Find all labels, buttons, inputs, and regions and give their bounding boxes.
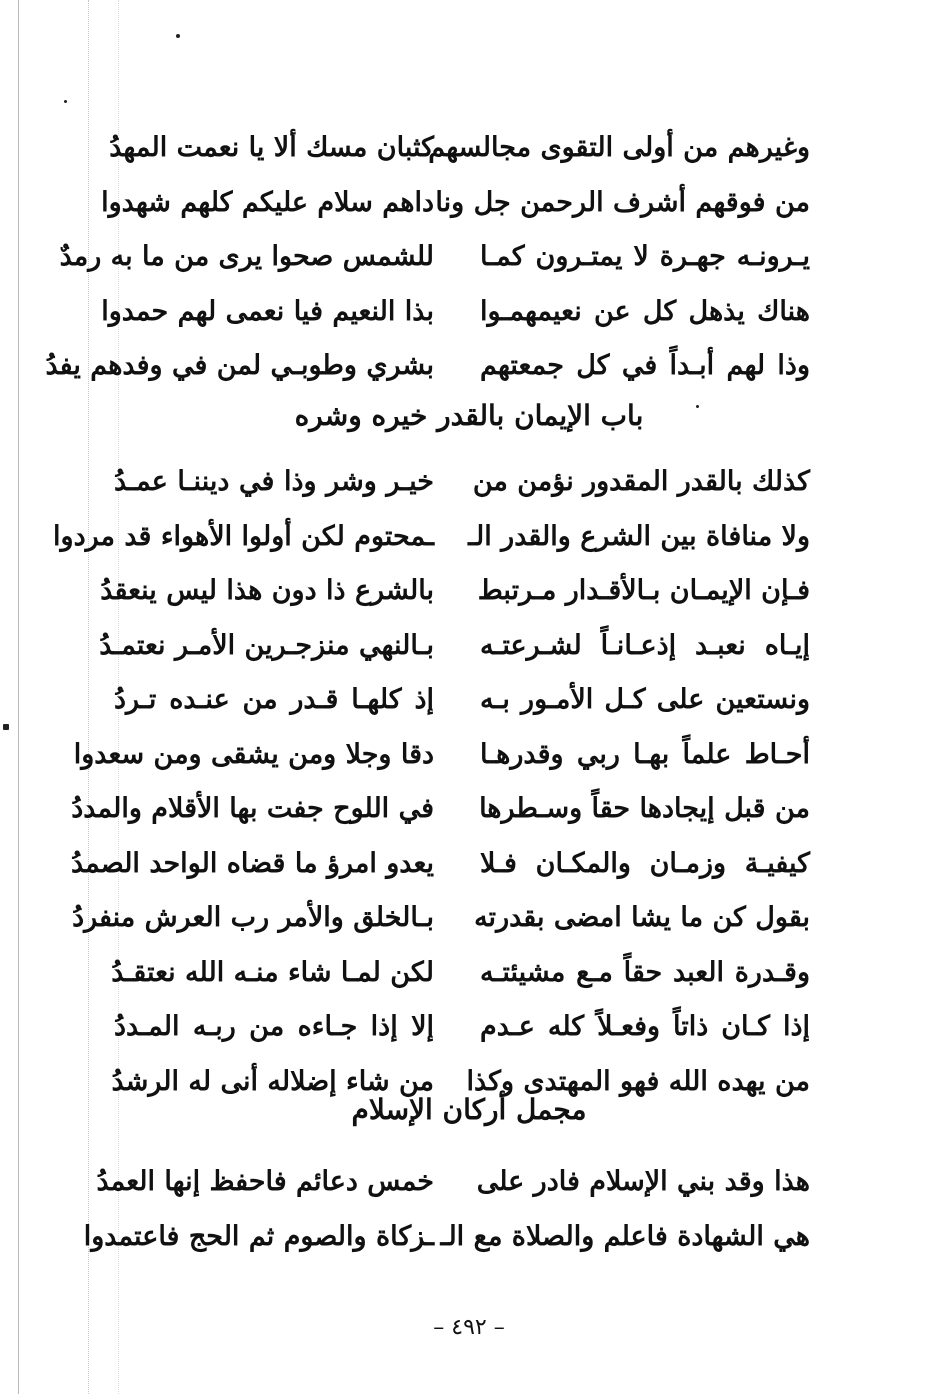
verse-first-hemistich: كيفيـة وزمـان والمكـان فـلا <box>480 847 810 879</box>
verse-line <box>71 844 820 899</box>
verse-first-hemistich: ولا منافاة بين الشرع والقدر الـ <box>468 520 810 552</box>
verse-line <box>72 898 820 953</box>
verse-second-hemistich: من شاء إضلاله أنى له الرشدُ <box>111 1065 434 1097</box>
verse-line <box>73 735 820 790</box>
binding-dotted-line <box>88 0 89 1394</box>
verse-second-hemistich: بالشرع ذا دون هذا ليس ينعقدُ <box>100 575 434 606</box>
verse-first-hemistich: من قبل إيجادها حقاً وسـطرها <box>479 793 810 824</box>
verse-line <box>100 292 820 347</box>
verse-line <box>100 953 820 1008</box>
verse-first-hemistich: وغيرهم من أولى التقوى مجالسهم <box>428 132 810 163</box>
verse-second-hemistich: بـالخلق والأمر رب العرش منفردُ <box>72 902 434 933</box>
verse-line <box>45 346 820 401</box>
verse-second-hemistich: دقا وجلا ومن يشقى ومن سعدوا <box>73 738 434 770</box>
verse-first-hemistich: إذا كـان ذاتاً وفعـلاً كله عـدم <box>480 1011 810 1042</box>
verse-first-hemistich: وذا لهم أبـداً في كل جمعتهم <box>480 350 810 381</box>
verse-first-hemistich: هذا وقد بني الإسلام فادر على <box>476 1166 810 1197</box>
verse-first-hemistich: أحـاط علماً بهـا ربي وقدرهـا <box>480 738 810 770</box>
verse-second-hemistich: كثبان مسك ألا يا نعمت المهدُ <box>109 132 434 163</box>
verse-first-hemistich: هي الشهادة فاعلم والصلاة مع الـ <box>440 1220 810 1252</box>
verse-line <box>100 128 820 183</box>
verse-second-hemistich: إلا إذا جـاءه من ربـه المـددُ <box>114 1011 434 1042</box>
section-heading-islam-pillars: مجمل أركان الإسلام <box>351 1093 587 1126</box>
verse-second-hemistich: للشمس صحوا يرى من ما به رمدٌ <box>59 241 434 272</box>
page-number: – ٤٩٢ – <box>433 1315 505 1340</box>
verse-first-hemistich: كذلك بالقدر المقدور نؤمن من <box>472 466 810 497</box>
verse-first-hemistich: فـإن الإيمـان بـالأقـدار مـرتبط <box>477 575 810 606</box>
scan-speck <box>176 34 180 38</box>
verse-first-hemistich: يـرونـه جهـرة لا يمتـرون كمـا <box>480 241 810 272</box>
verse-second-hemistich: ـزكاة والصوم ثم الحج فاعتمدوا <box>83 1220 434 1252</box>
verse-line <box>83 1217 820 1272</box>
verse-line <box>100 1007 820 1062</box>
verse-first-hemistich: من يهده الله فهو المهتدى وكذا <box>466 1065 810 1097</box>
verse-line <box>100 626 820 681</box>
verse-group-opening <box>45 128 820 401</box>
verse-line <box>96 1162 820 1217</box>
scan-speck <box>64 100 67 103</box>
verse-second-hemistich: خمس دعائم فاحفظ إنها العمدُ <box>96 1166 434 1197</box>
verse-first-hemistich: وقـدرة العبد حقاً مـع مشيئتـه <box>480 956 810 988</box>
verse-second-hemistich: في اللوح جفت بها الأقلام والمددُ <box>71 793 434 824</box>
verse-second-hemistich: يعدو امرؤ ما قضاه الواحد الصمدُ <box>71 847 434 879</box>
verse-first-hemistich: هناك يذهل كل عن نعيمهمـوا <box>480 295 810 327</box>
verse-line <box>100 680 820 735</box>
verse-second-hemistich: بـالنهي منزجـرين الأمـر نعتمـدُ <box>99 629 434 661</box>
verse-second-hemistich: ـمحتوم لكن أولوا الأهواء قد مردوا <box>53 520 434 552</box>
verse-second-hemistich: لكن لمـا شاء منـه الله نعتقـدُ <box>111 956 434 988</box>
verse-first-hemistich: ونستعين على كـل الأمـور بـه <box>480 684 810 715</box>
binding-edge-line <box>18 0 19 1394</box>
verse-group-islam-pillars <box>83 1162 820 1271</box>
verse-line <box>100 183 820 238</box>
verse-first-hemistich: من فوقهم أشرف الرحمن جل ونا <box>435 186 810 218</box>
verse-second-hemistich: إذ كلهـا قـدر من عنـده تـردُ <box>114 684 434 715</box>
scan-speck <box>3 724 9 730</box>
verse-second-hemistich: داهم سلام عليكم كلهم شهدوا <box>101 186 434 218</box>
verse-line <box>100 571 820 626</box>
verse-line <box>53 517 820 572</box>
verse-first-hemistich: إيـاه نعبـد إذعـانـاً لشـرعتـه <box>480 629 810 661</box>
verse-second-hemistich: خيـر وشر وذا في ديننـا عمـدُ <box>114 466 434 497</box>
verse-second-hemistich: بشري وطوبـي لمن في وفدهم يفدُ <box>45 350 434 381</box>
section-heading-qadar: باب الإيمان بالقدر خيره وشره <box>294 399 644 432</box>
verse-line <box>59 237 820 292</box>
verse-line <box>71 789 820 844</box>
verse-line <box>100 462 820 517</box>
verse-group-qadar <box>53 462 820 1116</box>
verse-first-hemistich: بقول كن ما يشا امضى بقدرته <box>474 902 810 933</box>
verse-second-hemistich: بذا النعيم فيا نعمى لهم حمدوا <box>101 295 434 327</box>
